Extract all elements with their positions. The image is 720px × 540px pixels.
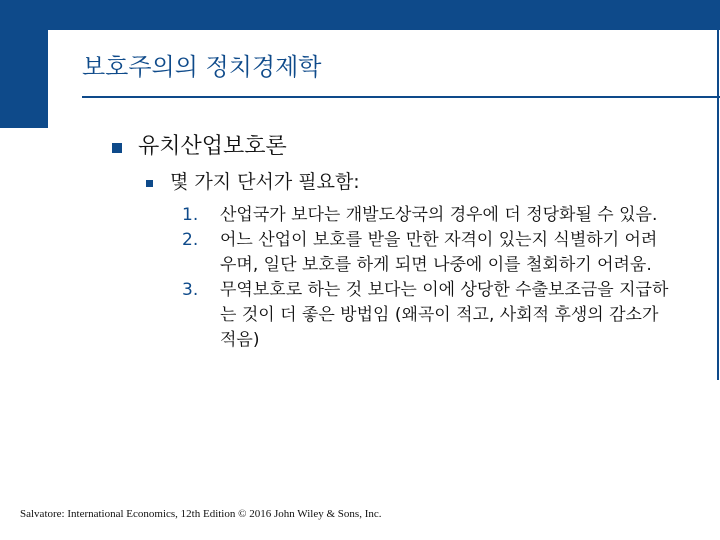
- square-bullet-icon: [146, 180, 153, 187]
- top-divider: [0, 28, 720, 30]
- list-text: 산업국가 보다는 개발도상국의 경우에 더 정당화될 수 있음.: [220, 205, 658, 225]
- list-item: [182, 203, 702, 228]
- footer-citation: Salvatore: International Economics, 12th Edition © 2016 John Wiley & Sons, Inc.: [20, 508, 382, 520]
- list-text: 무역보호로 하는 것 보다는 이에 상당한 수출보조금을 지급하는 것이 더 좋은 방법임 (왜곡이 적고, 사회적 후생의 감소가 적음): [220, 280, 669, 350]
- slide-title: 보호주의의 정치경제학: [82, 53, 322, 81]
- list-number: 2.: [182, 230, 199, 250]
- bullet-level-1-text: 유치산업보호론: [138, 134, 287, 159]
- right-divider: [717, 28, 719, 380]
- list-text: 어느 산업이 보호를 받을 만한 자격이 있는지 식별하기 어려우며, 일단 보호를 하게 되면 나중에 이를 철회하기 어려움.: [220, 230, 658, 275]
- left-accent-block: [0, 28, 48, 128]
- bullet-level-2-text: 몇 가지 단서가 필요함:: [170, 171, 360, 193]
- list-number: 1.: [182, 205, 199, 225]
- list-item: [182, 278, 702, 353]
- list-item: [182, 228, 702, 278]
- list-number: 3.: [182, 280, 199, 300]
- title-underline: [82, 96, 720, 98]
- square-bullet-icon: [112, 143, 122, 153]
- top-banner: [0, 0, 720, 28]
- numbered-list: [182, 203, 702, 353]
